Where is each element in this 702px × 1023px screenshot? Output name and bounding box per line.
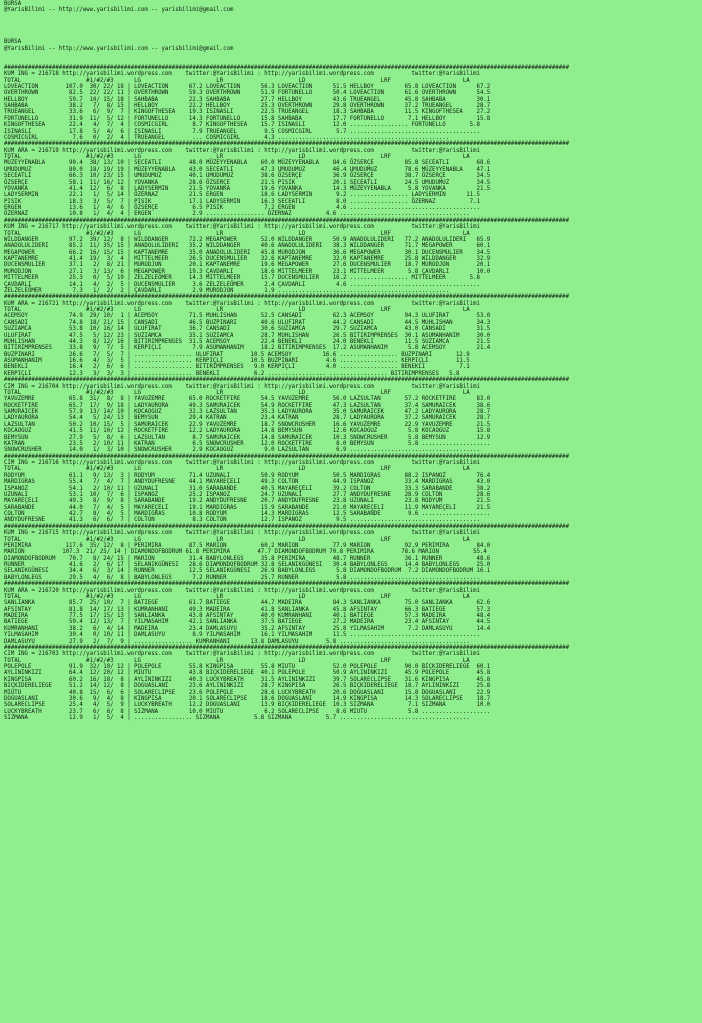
separator-line: #####################################################################################################################################################################: [4, 294, 569, 301]
text-line: ERGEN 13.6 1/ 4/ 6 | ÖZSERÇE 6.5 PISIK 7.2 ERGEN 4.6 ......................................: [4, 205, 480, 211]
text-line: LADYAURORA 54.4 5/ 24/ 13 | BEMYSUN 29.4 KATRAN 23.4 KATRAN 28.7 LADYAURORA 37.2 SAMURAICEK 28.7: [4, 415, 491, 422]
text-line: ÇAVDARLI 14.1 4/ 2/ 5 | DUCENSMULIER 3.6 ZELZELEÖMER 2.4 ÇAVDARLI 4.6 ......................................: [4, 281, 480, 288]
text-line: BATIEGE 59.4 12/ 13/ 7 | YILMASAHIM 42.1 SANLIANKA 37.5 BATIEGE 27.2 MADEIRA 23.4 AFSINTAY 44.5: [4, 619, 491, 626]
text-line: MIUTU 40.8 15/ 6/ 6 | SOLARECLIPSE 23.6 POLEPOLE 28.6 LUCKYBREATH 20.6 DOGUASLANI 15.8 DOGUASLANI 22.9: [4, 689, 491, 696]
text-line: UZUNALI 53.1 10/ 7/ 6 | ISPANOZ 25.2 ISPANOZ 24.7 UZUNALI 27.7 ANDYDUFRESNE 28.9 COLTON 28.6: [4, 491, 491, 498]
text-line: KAPTANEMRE 41.4 19/ 3/ 4 | MITTELMEER 26.5 DUCENSMULIER 32.6 KAPTANEMRE 32.0 KAPTANEMRE 25.8 WILDDANGER 32.9: [4, 256, 491, 262]
text-line: KUMRANHANI 38.2 6/ 4/ 14 | MADEIRA 23.4 DAMLASUYU 35.2 AFSINTAY 25.8 YILMASAHIM 7.2 DAMLASUYU 14.4: [4, 625, 491, 632]
text-line: YOVANKA 41.4 12/ 6/ 8 | LADYSERMIN 21.5 YOVANKA 19.6 YOVANKA 14.3 MÜZEYYENABLA 5.8 YOVANKA 21.5: [4, 185, 491, 192]
text-line: KOCAOGUZ 41.5 11/ 10/ 12 | ROCKETFIRE 12.2 LADYAURORA 14.8 BEMYSUN 12.6 KOCAOGUZ 5.8 KOCAOGUZ 15.8: [4, 428, 491, 435]
text-line: KATRAN 23.5 2/ 10/ 11 | KATRAN 6.5 SNOWCRUSHER 12.0 ROCKETFIRE 8.0 BEMYSUN 5.8 ....................: [4, 440, 491, 447]
text-line: TOTAL #1/#2/#3 LG LR LD LRF LA: [4, 657, 470, 664]
text-line: RODYUM 61.1 9/ 13/ 3 | RODYUM 71.4 UZUNALI 50.9 RODYUM 50.5 MARDIGRAS 88.2 ISPANOZ 76.4: [4, 472, 491, 479]
text-line: CIM ING = 216704 http://yarisbilimi.wordpress.com twitter:@YarisBilimi : http://yarisbilimi.wordpress.com twitter:@YarisBilimi: [4, 383, 480, 390]
text-line: ASUMANHANIM 16.6 4/ 3/ 5 | ................. KERPIÇLI 10.5 BUZPINARI 4.6 ................. KERPIÇLI 11.5: [4, 358, 470, 364]
text-line: RUNNER 41.6 2/ 6/ 17 | SELANIKGÜNESI 28.6 DIAMONDOFBODRUM 32.8 SELANIKGÜNESI 30.4 BABYLONLEGS 14.4 BABYLONLEGS 25.0: [4, 562, 491, 568]
text-line: BEMYSUN 27.9 5/ 8/ 6 | LAZSULTAN 8.7 SAMURAICEK 14.8 SAMURAICEK 10.3 SNOWCRUSHER 5.8 BEMYSUN 12.9: [4, 434, 491, 441]
text-line: SECEATLI 66.3 10/ 23/ 15 | UMUDUMUZ 40.1 UMUDUMUZ 38.6 ÖZSERÇE 36.9 ÖZSERÇE 38.7 ÖZSERÇE 34.5: [4, 173, 491, 180]
text-line: MAYAREÇELI 49.3 8/ 9/ 8 | SARABANDE 19.2 ANDYDUFRESNE 20.7 ANDYDUFRESNE 23.8 UZUNALI 23.8 RODYUM 21.5: [4, 498, 491, 505]
text-line: YAVUZEMRE 65.8 31/ 8/ 8 | YAVUZEMRE 65.0 ROCKETFIRE 54.5 YAVUZEMRE 56.0 LAZSULTAN 57.2 ROCKETFIRE 83.0: [4, 396, 491, 403]
text-line: WILDDANGER 97.2 39/ 12/ 8 | WILDDANGER 72.2 MEGAPOWER 52.0 WILDDANGER 50.9 ANADOLULIDERI 77.2 ANADOLULIDERI 65.9: [4, 236, 491, 243]
text-line: SUZIAMCA 53.8 10/ 16/ 14 | ULUFIRAT 36.7 CANSADI 30.6 SUZIAMCA 29.7 SUZIAMCA 43.0 CANSADI 31.5: [4, 326, 491, 333]
text-line: DAMLASUYU 27.9 2/ 7/ 9 | ................. KUMRANHANI 13.8 DAMLASUYU 5.8 ......................................: [4, 638, 470, 645]
text-line: LUCKYBREATH 23.7 6/ 6/ 8 | SIZMANA 10.0 MIUTU 6.2 SOLARECLIPSE 8.6 MIUTU 5.8 ....................: [4, 708, 491, 715]
text-line: LOVEACTION 107.0 30/ 22/ 18 | LOVEACTION 67.2 LOVEACTION 56.3 LOVEACTION 51.5 HELLBOY 65.8 LOVEACTION 67.2: [4, 83, 491, 90]
text-line: BURSA: [4, 39, 22, 46]
text-line: ÖZERNAZ 10.8 1/ 4/ 4 | ERGEN 2.9 ................. ÖZERNAZ 4.6 ......................................: [4, 211, 470, 218]
text-line: TOTAL #1/#2/#3 LG LR LD LRF LA: [4, 230, 470, 237]
text-line: UMUDUMUZ 80.0 18/ 19/ 19 | MÜZEYYENABLA 43.0 SECEATLI 47.3 UMUDUMUZ 46.4 UMUDUMUZ 78.6 MÜZEYYENABLA 47.1: [4, 166, 491, 173]
text-line: BITIRIMPRENSES 33.8 9/ 7/ 5 | KERPIÇLI 7.9 ASUMANHANIM 18.2 BITIRIMPRENSES 17.2 ASUMANHANIM 5.8 ACEMSOY 21.4: [4, 345, 491, 352]
text-line: KUM ING = 216715 http://yarisbilimi.wordpress.com twitter:@YarisBilimi : http://yarisbilimi.wordpress.com twitter:@YarisBilimi: [4, 530, 480, 537]
text-line: BABYLONLEGS 29.5 4/ 6/ 8 | BABYLONLEGS 7.2 RUNNER 25.7 RUNNER 5.8 ......................................: [4, 574, 480, 581]
text-line: HELLBOY 59.7 10/ 15/ 18 | SAHBABA 22.3 SAHBABA 27.7 HELLBOY 43.6 TRUEANGEL 45.8 SAHBABA 30.1: [4, 96, 491, 103]
text-line: PERIMIRA 117.6 35/ 12/ 8 | PERIMIRA 87.5 MARION 60.2 MARION 77.9 MARION 92.9 PERIMIRA 84.0: [4, 542, 491, 549]
text-line: BUZPINARI 26.6 7/ 5/ 7 | ................. ULUFIRAT 10.5 ACEMSOY 16.6 ................. BUZPINARI 12.9: [4, 351, 470, 358]
text-line: SNOWCRUSHER 14.0 1/ 3/ 10 | SNOWCRUSHER 2.9 KOCAOGUZ 9.0 LAZSULTAN 6.9 ......................................: [4, 447, 480, 454]
text-line: SELANIKGÜNESI 34.4 6/ 3/ 14 | RUNNER 12.5 SELANIKGÜNESI 26.9 BABYLONLEGS 5.8 DIAMONDOFBODRUM 7.2 DIAMONDOFBODRUM 16.1: [4, 568, 491, 575]
text-line: MITTELMEER 25.3 0/ 5/ 19 | ZELZELEÖMER 14.3 MITTELMEER 15.7 DUCENSMULIER 16.2 ................. MITTELMEER 5.8: [4, 275, 480, 282]
separator-line: #####################################################################################################################################################################: [4, 377, 569, 384]
text-line: BIÇKIDERELIEGE 51.2 14/ 12/ 8 | DOGUASLANI 23.6 AYLININKIZI 28.7 KINGPISA 26.5 BIÇKIDERELIEGE 18.7 AYLININKIZI 25.8: [4, 683, 491, 690]
text-line: SOLARECLIPSE 25.4 4/ 5/ 9 | LUCKYBREATH 12.2 DOGUASLANI 13.9 BIÇKIDERELIEGE 10.3 SIZMANA 7.1 SIZMANA 10.0: [4, 702, 491, 709]
text-line: MARION 107.3 21/ 25/ 14 | DIAMONDOFBODRUM 61.8 PERIMIRA 47.7 DIAMONDOFBODRUM 70.8 PERIMIRA 78.6 MARION 55.4: [4, 549, 487, 556]
text-line: KERPIÇLI 12.3 3/ 3/ 3 | ................. BENEKLI 6.2 ................. ................. BITIRIMPRENSES 5.8: [4, 370, 460, 377]
text-line: SANLIANKA 85.7 25/ 10/ 7 | BATIEGE 61.7 BATIEGE 44.7 MADEIRA 84.3 SANLIANKA 75.0 SANLIANKA 62.6: [4, 600, 491, 607]
text-line: KUM ARA = 216721 http://yarisbilimi.wordpress.com twitter:@YarisBilimi : http://yarisbilimi.wordpress.com twitter:@YarisBilimi: [4, 300, 480, 307]
text-line: ISPANOZ 54.1 2/ 10/ 11 | UZUNALI 31.0 SARABANDE 40.5 MAYAREÇELI 39.2 COLTON 33.3 SARABANDE 38.2: [4, 485, 491, 492]
text-line: KUM ING = 216718 http://yarisbilimi.wordpress.com twitter:@YarisBilimi : http://yarisbilimi.wordpress.com twitter:@YarisBilimi: [4, 71, 480, 78]
separator-line: #####################################################################################################################################################################: [4, 644, 569, 651]
text-line: SIZMANA 12.9 1/ 5/ 4 | ................. SIZMANA 5.8 SIZMANA 5.7 ......................................: [4, 715, 470, 721]
text-line: KINGOFTHESEA 22.4 4/ 7/ 4 | COSMICGIRL 8.7 KINGOFTHESEA 15.7 ISINASLI 12.0 ................. FORTUNELLO 5.8: [4, 122, 480, 129]
text-line: DOGUASLANI 30.6 9/ 4/ 8 | KINGPISA 20.1 SOLARECLIPSE 18.6 DOGUASLANI 14.9 KINGPISA 14.3 SOLARECLIPSE 18.7: [4, 695, 491, 702]
text-line: KINGPISA 60.2 16/ 18/ 8 | AYLININKIZI 40.3 LUCKYBREATH 31.5 AYLININKIZI 39.7 SOLARECLIPSE 31.6 KINGPISA 45.8: [4, 676, 491, 683]
text-line: YILMASAHIM 30.4 0/ 10/ 11 | DAMLASUYU 8.9 YILMASAHIM 16.1 YILMASAHIM 11.5 ......................................: [4, 632, 480, 639]
separator-line: #####################################################################################################################################################################: [4, 453, 569, 460]
text-line: POLEPOLE 91.9 32/ 10/ 12 | POLEPOLE 55.8 KINGPISA 55.8 MIUTU 52.0 POLEPOLE 90.0 BIÇKIDERELIEGE 60.1: [4, 664, 491, 670]
text-line: KUM ING = 216717 http://yarisbilimi.wordpress.com twitter:@YarisBilimi : http://yarisbilimi.wordpress.com twitter:@YarisBilimi: [4, 224, 480, 231]
text-line: BURSA: [4, 1, 22, 7]
text-line: TOTAL #1/#2/#3 LG LR LD LRF LA: [4, 77, 470, 84]
text-line: ACEMSOY 74.9 29/ 10/ 1 | ACEMSOY 71.5 MUHLISHAN 52.5 CANSADI 62.3 ACEMSOY 94.3 ULUFIRAT 53.0: [4, 313, 491, 320]
text-line: KUM ARA = 216720 http://yarisbilimi.wordpress.com twitter:@YarisBilimi : http://yarisbilimi.wordpress.com twitter:@YarisBilimi: [4, 587, 480, 594]
text-line: MURODJON 27.1 3/ 13/ 6 | MEGAPOWER 19.3 ÇAVDARLI 18.6 MITTELMEER 23.1 MITTELMEER 5.8 ÇAVDARLI 10.0: [4, 268, 491, 275]
separator-line: #####################################################################################################################################################################: [4, 217, 569, 224]
text-line: TOTAL #1/#2/#3 LG LR LD LRF LA: [4, 307, 470, 313]
text-line: COLTON 42.7 8/ 4/ 5 | MARDIGRAS 10.8 RODYUM 14.3 MARDIGRAS 12.5 SARABANDE 9.6 ....................: [4, 511, 491, 517]
text-line: OVERTHROWN 82.5 22/ 22/ 11 | OVERTHROWN 59.3 OVERTHROWN 51.9 FORTUNELLO 50.4 LOVEACTION 61.6 OVERTHROWN 54.5: [4, 90, 491, 97]
text-line: TOTAL #1/#2/#3 LG LR LD LRF LA: [4, 389, 470, 396]
text-line: FORTUNELLO 31.9 11/ 5/ 12 | FORTUNELLO 14.3 FORTUNELLO 15.8 SAHBABA 17.7 FORTUNELLO 7.1 HELLBOY 15.8: [4, 115, 491, 122]
text-line: SARABANDE 44.0 7/ 4/ 5 | MAYAREÇELI 19.1 MARDIGRAS 15.9 SARABANDE 21.0 MAYAREÇELI 11.9 MAYAREÇELI 21.5: [4, 504, 491, 511]
text-line: BENEKLI 16.4 2/ 6/ 6 | ................. BITIRIMPRENSES 9.0 KERPIÇLI 4.0 ................. BENEKLI 7.1: [4, 364, 470, 371]
text-line: ISINASLI 17.8 5/ 4/ 6 | ISINASLI 7.9 TRUEANGEL 9.5 COSMICGIRL 5.7 ......................................: [4, 128, 480, 135]
text-line: @YarisBilimi -- http://www.yarisbilimi.com -- yarisbilimi@gmail.com: [4, 7, 234, 14]
text-line: TOTAL #1/#2/#3 LG LR LD LRF LA: [4, 536, 470, 543]
text-line: TRUEANGEL 33.6 6/ 9/ 7 | KINGOFTHESEA 19.3 ISINASLI 22.5 TRUEANGEL 18.3 SAHBABA 11.5 KINGOFTHESEA 27.2: [4, 109, 491, 116]
separator-line: #####################################################################################################################################################################: [4, 64, 569, 71]
text-line: AYLININKIZI 64.4 12/ 20/ 12 | MIUTU 43.8 BIÇKIDERELIEGE 40.1 POLEPOLE 50.9 AYLININKIZI 45.9 POLEPOLE 45.8: [4, 670, 491, 677]
text-line: KUM ARA = 216719 http://yarisbilimi.wordpress.com twitter:@YarisBilimi : http://yarisbilimi.wordpress.com twitter:@YarisBilimi: [4, 147, 480, 154]
text-line: MEGAPOWER 66.2 16/ 15/ 15 | KAPTANEMRE 35.0 ANADOLULIDERI 45.8 MURODJON 36.6 MEGAPOWER 30.1 DUCENSMULIER 34.5: [4, 249, 491, 256]
text-line: ZELZELEÖMER 7.3 1/ 2/ 2 | ÇAVDARLI 2.9 MURODJON 1.9 ..................................................: [4, 287, 450, 294]
text-line: DUCENSMULIER 37.1 2/ 8/ 21 | MURODJON 20.1 KAPTANEMRE 19.6 MEGAPOWER 27.6 DUCENSMULIER 18.7 MURODJON 20.1: [4, 262, 491, 269]
text-line: MARDIGRAS 55.4 7/ 4/ 7 | ANDYDUFRESNE 44.1 MAYAREÇELI 49.3 COLTON 44.9 ISPANOZ 33.4 MARDIGRAS 43.0: [4, 479, 491, 486]
text-line: LADYSERMIN 22.1 1/ 5/ 14 | ÖZERNAZ 21.5 ERGEN 18.6 LADYSERMIN 9.2 ................. LADYSERMIN 11.5: [4, 192, 480, 199]
text-line: MADEIRA 77.5 17/ 15/ 13 | SANLIANKA 43.8 AFSINTAY 40.0 KUMRANHANI 40.1 BATIEGE 57.3 MADEIRA 48.4: [4, 613, 491, 619]
text-line: TOTAL #1/#2/#3 LG LR LD LRF LA: [4, 593, 470, 600]
text-line: SAHBABA 38.2 7/ 8/ 15 | HELLBOY 22.2 HELLBOY 25.3 OVERTHROWN 29.8 OVERTHROWN 37.2 TRUEANGEL 28.7: [4, 103, 491, 109]
separator-line: #####################################################################################################################################################################: [4, 523, 569, 530]
text-line: ÖZSERÇE 58.1 11/ 16/ 12 | YOVANKA 28.6 ÖZSERÇE 21.5 PISIK 20.1 SECEATLI 24.5 UMUDUMUZ 34.5: [4, 179, 491, 186]
text-line: AFSINTAY 81.8 14/ 17/ 13 | KUMRANHANI 49.3 MADEIRA 41.8 SANLIANKA 45.8 AFSINTAY 66.3 BATIEGE 57.3: [4, 606, 491, 613]
text-line: TOTAL #1/#2/#3 LG LR LD LRF LA: [4, 154, 470, 160]
text-line: PISIK 18.3 3/ 5/ 7 | PISIK 17.1 LADYSERMIN 16.3 SECEATLI 8.0 ................. ÖZERNAZ 7.1: [4, 198, 480, 205]
text-line: SAMURAICEK 57.9 13/ 14/ 10 | KOCAOGUZ 32.3 LAZSULTAN 35.3 LADYAURORA 35.0 SAMURAICEK 47.2 LADYAURORA 28.7: [4, 409, 491, 415]
text-line: TOTAL #1/#2/#3 LG LR LD LRF LA: [4, 466, 470, 473]
text-line: MUHLISHAN 44.3 8/ 12/ 16 | BITIRIMPRENSES 31.5 ACEMSOY 22.4 BENEKLI 24.0 BENEKLI 11.5 SUZIAMCA 21.5: [4, 338, 491, 345]
text-line: MÜZEYYENABLA 90.4 38/ 13/ 10 | SECEATLI 48.0 MÜZEYYENABLA 60.0 MÜZEYYENABLA 84.6 ÖZSERÇE 85.8 SECEATLI 68.6: [4, 160, 491, 167]
text-line: ANDYDUFRESNE 41.3 6/ 6/ 7 | COLTON 8.3 COLTON 12.7 ISPANOZ 9.5 ......................................: [4, 517, 480, 524]
text-line: @YarisBilimi -- http://www.yarisbilimi.com -- yarisbilimi@gmail.com: [4, 45, 234, 52]
separator-line: #####################################################################################################################################################################: [4, 581, 569, 588]
text-line: DIAMONDOFBODRUM 70.7 8/ 24/ 15 | MARION 31.4 BABYLONLEGS 35.8 PERIMIRA 48.7 RUNNER 36.1 RUNNER 48.6: [4, 555, 491, 562]
text-line: COSMICGIRL 7.6 0/ 2/ 4 | TRUEANGEL ... COSMICGIRL 4.3 ..................................................: [4, 134, 450, 141]
text-line: LAZSULTAN 50.2 10/ 15/ 5 | SAMURAICEK 22.9 YAVUZEMRE 18.7 SNOWCRUSHER 16.6 YAVUZEMRE 22.9 YAVUZEMRE 21.5: [4, 421, 491, 428]
text-line: CIM ING = 216703 http://yarisbilimi.wordpress.com twitter:@YarisBilimi : http://yarisbilimi.wordpress.com twitter:@YarisBilimi: [4, 651, 480, 658]
separator-line: #####################################################################################################################################################################: [4, 141, 569, 148]
text-line: ROCKETFIRE 65.7 17/ 9/ 18 | LADYAURORA 49.3 SAMURAICEK 54.9 ROCKETFIRE 47.3 LAZSULTAN 37.4 SAMURAICEK 38.6: [4, 402, 491, 409]
race-stats-text: [4, 1, 569, 721]
text-line: CIM ING = 216716 http://yarisbilimi.wordpress.com twitter:@YarisBilimi : http://yarisbilimi.wordpress.com twitter:@YarisBilimi: [4, 460, 480, 466]
text-line: ULUFIRAT 47.5 5/ 12/ 23 | SUZIAMCA 35.1 SUZIAMCA 28.7 MUHLISHAN 26.5 BITIRIMPRENSES 30.1 ASUMANHANIM 30.0: [4, 332, 491, 339]
text-line: CANSADI 74.8 18/ 21/ 15 | CANSADI 46.5 BUZPINARI 40.6 ULUFIRAT 44.2 CANSADI 44.5 MUHLISHAN 34.3: [4, 319, 491, 326]
text-line: ANADOLULIDERI 85.2 11/ 35/ 15 | ANADOLULIDERI 35.2 WILDDANGER 40.6 ANADOLULIDERI 38.3 WILDDANGER 71.7 MEGAPOWER 60.1: [4, 243, 491, 250]
